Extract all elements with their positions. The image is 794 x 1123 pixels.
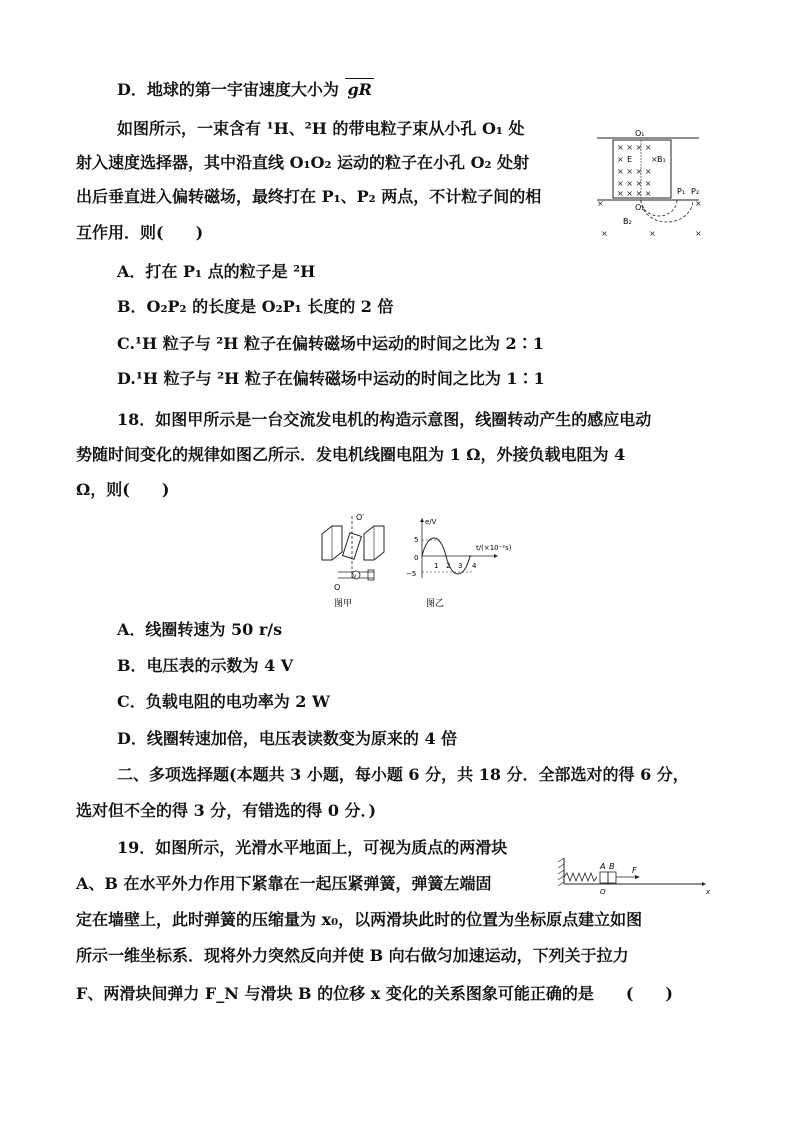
q17-label-b1: B₁ [657,155,666,164]
q18-option-d: D．线圈转速加倍，电压表读数变为原来的 4 倍 [117,729,458,748]
svg-text:×: × [617,155,624,164]
q19-stem-line5: F、两滑块间弹力 F_N 与滑块 B 的位移 x 变化的关系图象可能正确的是 ( ) [76,984,673,1003]
q18-stem-line1: 18．如图甲所示是一台交流发电机的构造示意图，线圈转动产生的感应电动 [117,410,652,429]
svg-text:× × × ×: × × × × [617,179,652,188]
q18-option-c: C．负载电阻的电功率为 2 W [117,692,330,711]
q16-option-d [117,78,374,101]
svg-text:×: × [695,199,702,208]
q17-option-b: B．O₂P₂ 的长度是 O₂P₁ 长度的 2 倍 [117,297,394,316]
q18-t3: 3 [458,562,463,570]
q18-figure-a [318,512,390,608]
q16-sqrt-formula: gR [347,80,372,99]
q17-stem-line3: 出后垂直进入偏转磁场，最终打在 P₁、P₂ 两点，不计粒子间的相 [76,187,542,206]
q17-label-p2: P₂ [691,187,700,196]
q18-xlabel: t/(×10⁻²s) [476,544,512,552]
q17-label-e: E [627,155,633,164]
q19-label-o: O [600,888,606,896]
q18-y-neg: −5 [406,570,417,578]
q18-option-a: A．线圈转速为 50 r/s [117,620,283,639]
q18-caption-b: 图乙 [426,599,445,608]
q18-stem-line2: 势随时间变化的规律如图乙所示．发电机线圈电阻为 1 Ω，外接负载电阻为 4 [76,445,626,464]
svg-text:×: × [695,229,702,238]
q17-option-a: A．打在 P₁ 点的粒子是 ²H [117,262,316,281]
q19-stem-line3: 定在墙壁上，此时弹簧的压缩量为 x₀，以两滑块此时的位置为坐标原点建立如图 [76,910,643,929]
q18-t2: 2 [446,562,451,570]
q17-stem-line2: 射入速度选择器，其中沿直线 O₁O₂ 运动的粒子在小孔 O₂ 处射 [76,153,530,172]
q17-label-o2: O₂ [635,203,645,212]
svg-text:×: × [649,229,656,238]
q17-label-o1: O₁ [635,129,645,138]
q19-label-f: F [632,866,637,875]
q16-option-d-text: D．地球的第一宇宙速度大小为 [117,80,339,99]
q17-figure [595,126,707,242]
q17-stem-line1: 如图所示，一束含有 ¹H、²H 的带电粒子束从小孔 O₁ 处 [117,119,525,138]
q19-label-x: x [706,888,711,896]
section2-line1: 二、多项选择题(本题共 3 小题，每小题 6 分，共 18 分．全部选对的得 6 分， [117,765,689,784]
q18-caption-a: 图甲 [334,599,353,608]
svg-text:×: × [597,199,604,208]
q17-option-d: D.¹H 粒子与 ²H 粒子在偏转磁场中运动的时间之比为 1∶1 [117,369,545,388]
svg-text:×: × [651,155,658,164]
q18-option-b: B．电压表的示数为 4 V [117,656,294,675]
q19-stem-line4: 所示一维坐标系．现将外力突然反向并使 B 向右做匀加速运动，下列关于拉力 [76,946,629,965]
q19-label-a: A [600,862,606,871]
q18-label-o: O [334,583,341,592]
svg-text:× × × ×: × × × × [617,167,652,176]
q18-label-o-prime: O′ [356,513,365,522]
q19-label-b: B [609,862,615,871]
section2-line2: 选对但不全的得 3 分，有错选的得 0 分．) [76,801,377,820]
q18-origin: 0 [414,554,419,562]
q17-stem-line4: 互作用．则( ) [76,223,204,242]
q19-figure [558,852,714,896]
svg-text:× × × ×: × × × × [617,189,652,198]
q19-stem-line1: 19．如图所示，光滑水平地面上，可视为质点的两滑块 [117,838,508,857]
svg-text:× × × ×: × × × × [617,143,652,152]
q17-label-b2: B₂ [623,217,632,226]
q18-stem-line3: Ω，则( ) [76,480,170,499]
q18-ylabel: e/V [425,518,437,526]
q18-y-pos: 5 [414,536,419,544]
q17-label-p1: P₁ [677,187,686,196]
q18-t1: 1 [434,562,439,570]
q18-figure-b [400,512,530,608]
q18-t4: 4 [472,562,477,570]
q17-option-c: C.¹H 粒子与 ²H 粒子在偏转磁场中运动的时间之比为 2∶1 [117,334,544,353]
q18-label-v: V [353,574,357,580]
svg-text:×: × [601,229,608,238]
spring-icon [564,873,597,881]
q19-stem-line2: A、B 在水平外力作用下紧靠在一起压紧弹簧，弹簧左端固 [76,874,492,893]
resistor-icon [368,570,374,580]
